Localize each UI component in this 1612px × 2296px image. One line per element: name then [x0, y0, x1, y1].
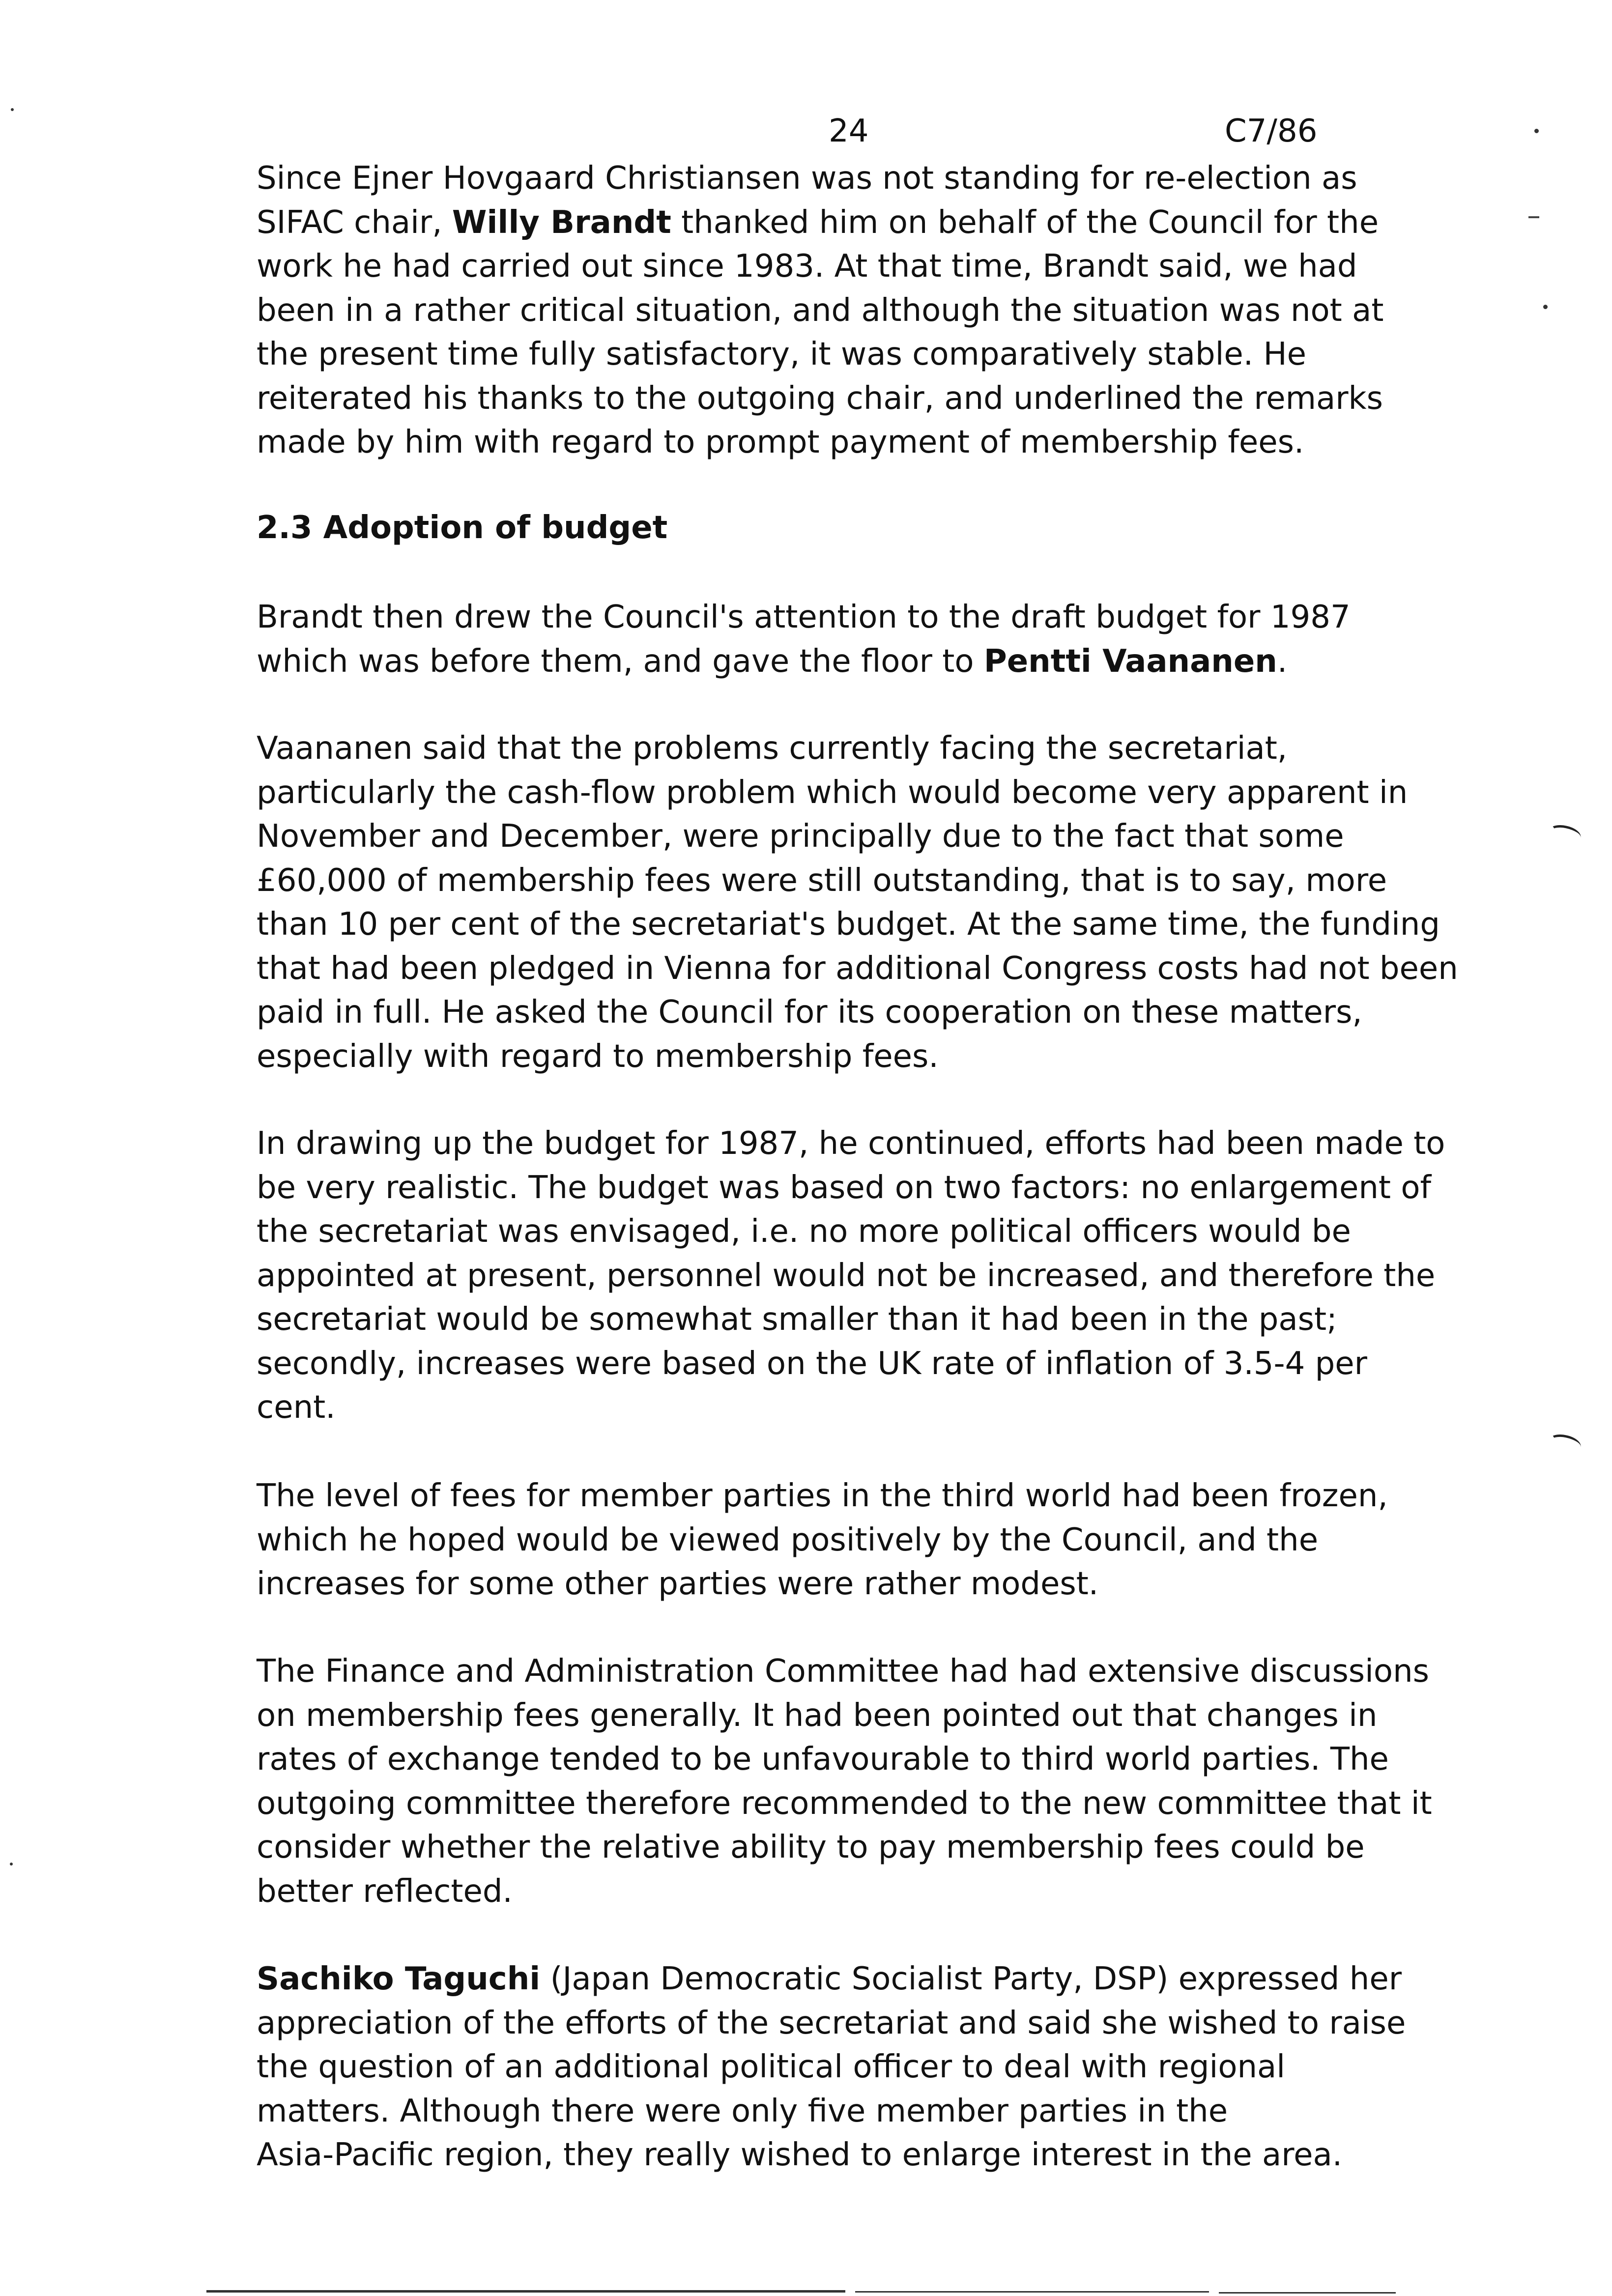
bottom-scan-line: [1219, 2292, 1396, 2294]
text-line: rates of exchange tended to be unfavourable to third world parties. The: [257, 1741, 1389, 1778]
paragraph-budget-factors: [257, 1122, 1446, 1430]
text-line: SIFAC chair, Willy Brandt thanked him on behalf of the Council for the: [257, 204, 1379, 241]
text-line: which he hoped would be viewed positively by the Council, and the: [257, 1521, 1319, 1558]
bottom-scan-line: [855, 2291, 1209, 2293]
margin-mark: [10, 1863, 13, 1866]
paragraph-taguchi: [257, 1957, 1446, 2178]
text-line: better reflected.: [257, 1873, 513, 1910]
margin-mark: [11, 108, 14, 111]
paragraph-cashflow: [257, 727, 1458, 1079]
text-line: increases for some other parties were rather modest.: [257, 1566, 1099, 1602]
text-line: Vaananen said that the problems currently facing the secretariat,: [257, 730, 1288, 767]
text-line: made by him with regard to prompt payment of membership fees.: [257, 424, 1304, 460]
text-line: the question of an additional political officer to deal with regional: [257, 2049, 1286, 2085]
bottom-scan-line: [206, 2290, 845, 2293]
text-line: the present time fully satisfactory, it was comparatively stable. He: [257, 336, 1306, 373]
paragraph-finance-committee: [257, 1650, 1446, 1914]
text-line: the secretariat was envisaged, i.e. no more political officers would be: [257, 1213, 1351, 1250]
margin-arc-mark: [1547, 1432, 1583, 1455]
speaker-name: Pentti Vaananen: [983, 643, 1277, 680]
text-line: than 10 per cent of the secretariat's budget. At the same time, the funding: [257, 906, 1440, 943]
text-line: secondly, increases were based on the UK rate of inflation of 3.5-4 per: [257, 1345, 1367, 1382]
text-line: reiterated his thanks to the outgoing chair, and underlined the remarks: [257, 380, 1383, 417]
speaker-name: Willy Brandt: [452, 204, 671, 241]
speaker-name: Sachiko Taguchi: [257, 1961, 541, 1997]
paragraph-fee-levels: [257, 1474, 1446, 1607]
text-line: especially with regard to membership fees.: [257, 1038, 939, 1075]
text-line: paid in full. He asked the Council for its cooperation on these matters,: [257, 994, 1362, 1031]
paragraph-sifac-chair: [257, 157, 1446, 465]
margin-mark: [1528, 216, 1539, 218]
text-line: matters. Although there were only five member parties in the: [257, 2093, 1228, 2129]
page-number: 24: [829, 113, 869, 149]
text-line: The Finance and Administration Committee had had extensive discussions: [257, 1653, 1429, 1690]
text-line: consider whether the relative ability to pay membership fees could be: [257, 1829, 1365, 1866]
text-line: November and December, were principally due to the fact that some: [257, 818, 1344, 855]
text-line: be very realistic. The budget was based on two factors: no enlargement of: [257, 1169, 1432, 1206]
text-line: Brandt then drew the Council's attention to the draft budget for 1987: [257, 599, 1351, 635]
text-line: cent.: [257, 1389, 336, 1426]
text-line: particularly the cash-flow problem which would become very apparent in: [257, 774, 1408, 811]
text-line: appreciation of the efforts of the secretariat and said she wished to raise: [257, 2005, 1406, 2041]
margin-mark: [1543, 305, 1548, 309]
text-line: that had been pledged in Vienna for additional Congress costs had not been: [257, 950, 1458, 987]
text-line: on membership fees generally. It had been pointed out that changes in: [257, 1697, 1378, 1734]
text-line: work he had carried out since 1983. At that time, Brandt said, we had: [257, 248, 1357, 285]
text-line: been in a rather critical situation, and although the situation was not at: [257, 292, 1384, 329]
text-line: Sachiko Taguchi (Japan Democratic Socialist Party, DSP) expressed her: [257, 1961, 1402, 1997]
text-line: In drawing up the budget for 1987, he continued, efforts had been made to: [257, 1125, 1445, 1162]
text-line: which was before them, and gave the floor to Pentti Vaananen.: [257, 643, 1288, 680]
text-line: appointed at present, personnel would not be increased, and therefore the: [257, 1257, 1436, 1294]
text-line: The level of fees for member parties in the third world had been frozen,: [257, 1478, 1388, 1514]
text-line: Asia-Pacific region, they really wished to enlarge interest in the area.: [257, 2137, 1343, 2173]
margin-mark: [1534, 129, 1539, 133]
section-heading: 2.3 Adoption of budget: [257, 510, 668, 546]
text-line: £60,000 of membership fees were still outstanding, that is to say, more: [257, 862, 1387, 899]
text-line: secretariat would be somewhat smaller than it had been in the past;: [257, 1301, 1337, 1338]
margin-arc-mark: [1547, 822, 1583, 846]
text-line: outgoing committee therefore recommended to the new committee that it: [257, 1785, 1432, 1822]
document-reference: C7/86: [1225, 113, 1318, 149]
text-line: Since Ejner Hovgaard Christiansen was not standing for re-election as: [257, 160, 1357, 197]
paragraph-budget-intro: [257, 596, 1446, 684]
